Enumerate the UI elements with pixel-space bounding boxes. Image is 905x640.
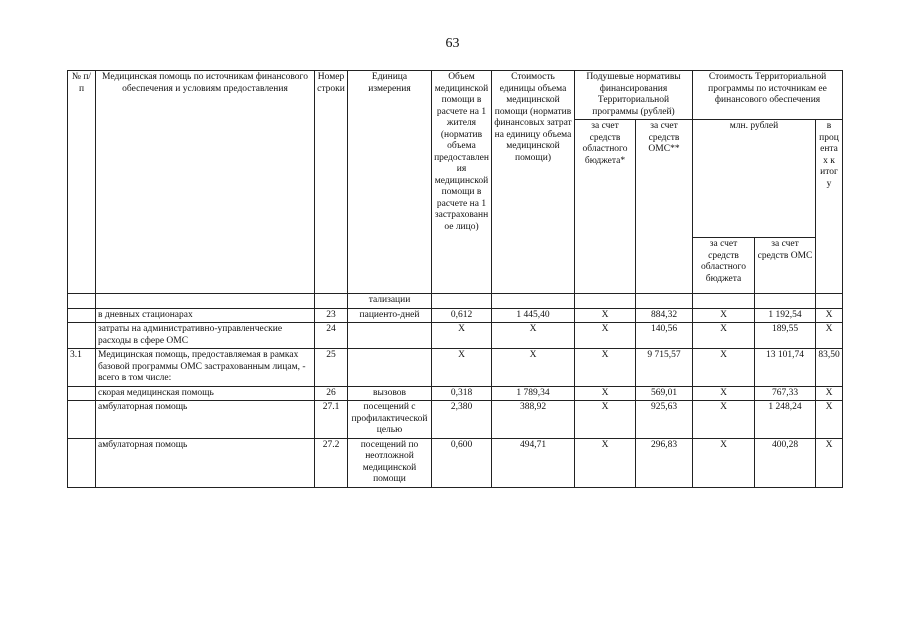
row-percent: X	[816, 308, 843, 323]
cont-unit: тализации	[348, 294, 432, 309]
row-care: Медицинская помощь, предоставляемая в рамках базовой программы ОМС застрахованным лицам, - всего в том числе:	[96, 349, 315, 387]
table-row	[68, 438, 843, 487]
row-volume: X	[432, 349, 492, 387]
row-mln-budget: X	[693, 308, 755, 323]
row-pc-oms: 925,63	[636, 401, 693, 439]
row-pc-budget: X	[575, 323, 636, 349]
row-cost: X	[492, 349, 575, 387]
row-care: скорая медицинская помощь	[96, 386, 315, 401]
row-mln-budget: X	[693, 401, 755, 439]
row-care: амбулаторная помощь	[96, 401, 315, 439]
cont-pc-oms	[636, 294, 693, 309]
row-cost: 1 789,34	[492, 386, 575, 401]
row-percent: X	[816, 401, 843, 439]
row-unit: посещений по неотложной медицинской помощи	[348, 438, 432, 487]
cont-cost	[492, 294, 575, 309]
row-no	[68, 308, 96, 323]
row-percent: X	[816, 438, 843, 487]
row-cost: 494,71	[492, 438, 575, 487]
row-mln-oms: 767,33	[755, 386, 816, 401]
row-line: 25	[315, 349, 348, 387]
header-care: Медицинская помощь по источникам финансового обеспечения и условиям предоставления	[96, 71, 315, 294]
header-line: Номер строки	[315, 71, 348, 294]
row-unit: посещений с профилактической целью	[348, 401, 432, 439]
table-row	[68, 323, 843, 349]
header-mln-oms: за счет средств ОМС	[755, 238, 816, 294]
row-pc-oms: 140,56	[636, 323, 693, 349]
row-unit: вызовов	[348, 386, 432, 401]
row-mln-oms: 1 192,54	[755, 308, 816, 323]
row-percent: 83,50	[816, 349, 843, 387]
row-pc-budget: X	[575, 401, 636, 439]
row-pc-budget: X	[575, 349, 636, 387]
header-row-1	[68, 71, 843, 120]
header-percapita: Подушевые нормативы финансирования Территориальной программы (рублей)	[575, 71, 693, 120]
cont-line	[315, 294, 348, 309]
row-volume: 0,318	[432, 386, 492, 401]
row-pc-oms: 9 715,57	[636, 349, 693, 387]
header-no: № п/п	[68, 71, 96, 294]
page-number: 63	[445, 36, 460, 51]
row-mln-oms: 13 101,74	[755, 349, 816, 387]
row-pc-budget: X	[575, 438, 636, 487]
row-volume: 2,380	[432, 401, 492, 439]
row-pc-oms: 884,32	[636, 308, 693, 323]
cont-percent	[816, 294, 843, 309]
row-volume: 0,600	[432, 438, 492, 487]
row-cost: 388,92	[492, 401, 575, 439]
header-mln-budget: за счет средств областного бюджета	[693, 238, 755, 294]
header-cost: Стоимость единицы объема медицинской помощи (норматив финансовых затрат на единицу объема медицинской помощи)	[492, 71, 575, 294]
header-pc-budget: за счет средств областного бюджета*	[575, 120, 636, 294]
table-row	[68, 349, 843, 387]
row-percent: X	[816, 323, 843, 349]
row-care: в дневных стационарах	[96, 308, 315, 323]
row-mln-oms: 400,28	[755, 438, 816, 487]
row-volume: X	[432, 323, 492, 349]
row-unit	[348, 323, 432, 349]
cont-mln-budget	[693, 294, 755, 309]
row-mln-oms: 1 248,24	[755, 401, 816, 439]
row-pc-oms: 296,83	[636, 438, 693, 487]
row-pc-budget: X	[575, 308, 636, 323]
row-unit	[348, 349, 432, 387]
row-cost: 1 445,40	[492, 308, 575, 323]
row-mln-oms: 189,55	[755, 323, 816, 349]
cont-volume	[432, 294, 492, 309]
row-mln-budget: X	[693, 323, 755, 349]
row-no	[68, 386, 96, 401]
header-unit: Единица измерения	[348, 71, 432, 294]
table-row	[68, 308, 843, 323]
row-no	[68, 438, 96, 487]
row-line: 27.2	[315, 438, 348, 487]
row-percent: X	[816, 386, 843, 401]
row-mln-budget: X	[693, 438, 755, 487]
row-line: 23	[315, 308, 348, 323]
row-line: 26	[315, 386, 348, 401]
cont-care	[96, 294, 315, 309]
header-percent: в процентах к итогу	[816, 120, 843, 294]
row-line: 24	[315, 323, 348, 349]
row-no	[68, 401, 96, 439]
cont-mln-oms	[755, 294, 816, 309]
header-cost-program: Стоимость Территориальной программы по источникам ее финансового обеспечения	[693, 71, 843, 120]
row-mln-budget: X	[693, 349, 755, 387]
continuation-row	[68, 294, 843, 309]
header-mln: млн. рублей	[693, 120, 816, 238]
financing-table	[67, 70, 843, 488]
row-care: амбулаторная помощь	[96, 438, 315, 487]
row-cost: X	[492, 323, 575, 349]
row-volume: 0,612	[432, 308, 492, 323]
row-mln-budget: X	[693, 386, 755, 401]
header-pc-oms: за счет средств ОМС**	[636, 120, 693, 294]
row-pc-budget: X	[575, 386, 636, 401]
row-no	[68, 323, 96, 349]
row-pc-oms: 569,01	[636, 386, 693, 401]
header-volume: Объем медицинской помощи в расчете на 1 жителя (норматив объема предоставления медицинской помощи в расчете на 1 застрахованное лицо)	[432, 71, 492, 294]
table-row	[68, 386, 843, 401]
cont-no	[68, 294, 96, 309]
row-no: 3.1	[68, 349, 96, 387]
row-unit: пациенто-дней	[348, 308, 432, 323]
cont-pc-budget	[575, 294, 636, 309]
row-care: затраты на административно-управленческие расходы в сфере ОМС	[96, 323, 315, 349]
table-row	[68, 401, 843, 439]
row-line: 27.1	[315, 401, 348, 439]
